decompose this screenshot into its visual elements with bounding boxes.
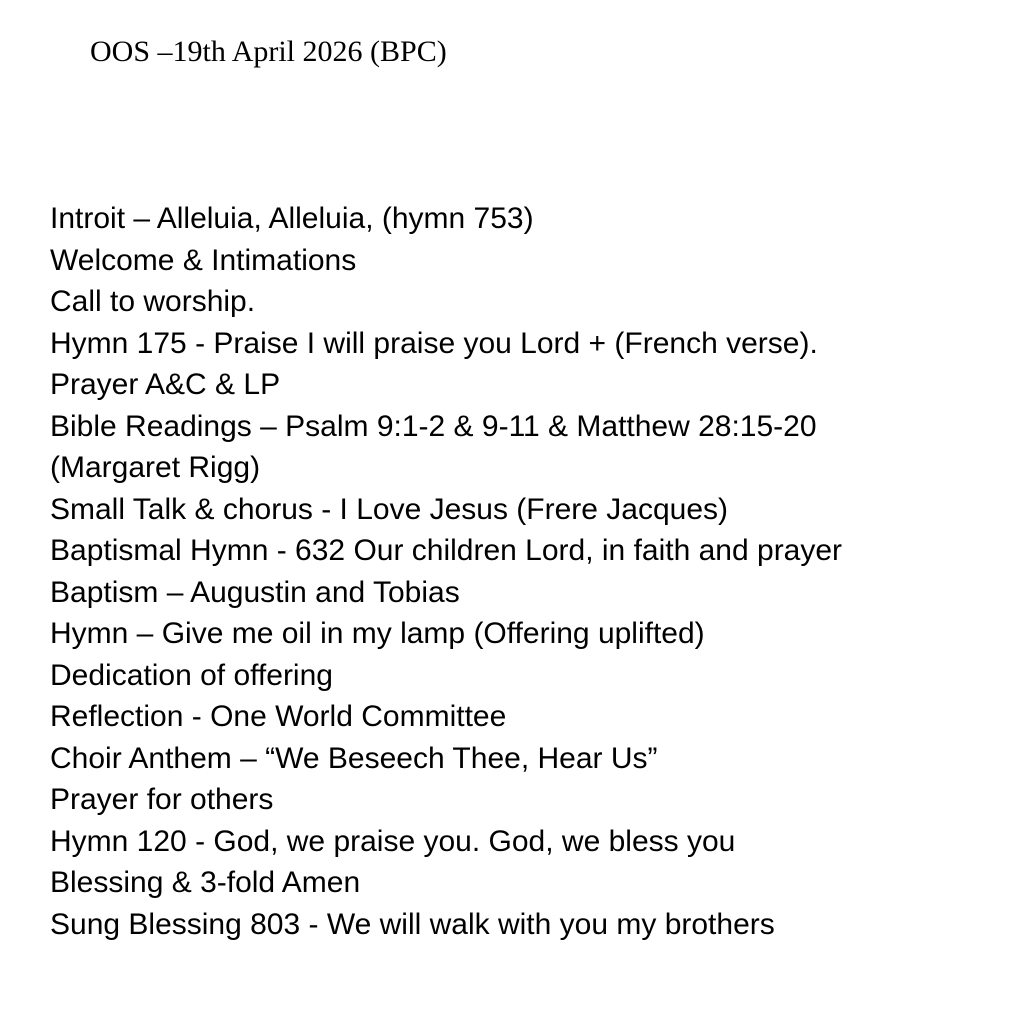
service-item-offering-hymn: Hymn – Give me oil in my lamp (Offering uplifted) <box>50 617 705 650</box>
service-item-prayer-for-others: Prayer for others <box>50 783 274 816</box>
service-item-dedication: Dedication of offering <box>50 658 333 692</box>
service-item-small-talk: Small Talk & chorus - I Love Jesus (Frere Jacques) <box>50 492 729 526</box>
service-item-baptismal-hymn: Baptismal Hymn - 632 Our children Lord, in faith and prayer <box>50 534 843 567</box>
service-item-blessing: Blessing & 3-fold Amen <box>50 866 361 899</box>
service-item-welcome: Welcome & Intimations <box>50 243 357 277</box>
service-item-choir-anthem: Choir Anthem – “We Beseech Thee, Hear Us” <box>50 741 658 775</box>
service-item-sung-blessing: Sung Blessing 803 - We will walk with you my brothers <box>50 907 775 941</box>
service-item-call-to-worship: Call to worship. <box>50 285 256 318</box>
service-item-reflection: Reflection - One World Committee <box>50 700 507 733</box>
service-item-reader: (Margaret Rigg) <box>50 451 261 484</box>
service-item-hymn-120: Hymn 120 - God, we praise you. God, we bless you <box>50 824 736 858</box>
service-item-baptism: Baptism – Augustin and Tobias <box>50 575 460 609</box>
service-item-bible-readings: Bible Readings – Psalm 9:1-2 & 9-11 & Matthew 28:15-20 <box>50 409 817 443</box>
page-title: OOS –19th April 2026 (BPC) <box>90 35 447 68</box>
service-item-prayer: Prayer A&C & LP <box>50 368 281 401</box>
service-item-introit: Introit – Alleluia, Alleluia, (hymn 753) <box>50 202 534 235</box>
service-item-hymn-175: Hymn 175 - Praise I will praise you Lord + (French verse). <box>50 326 818 360</box>
order-of-service-list <box>50 198 1000 945</box>
